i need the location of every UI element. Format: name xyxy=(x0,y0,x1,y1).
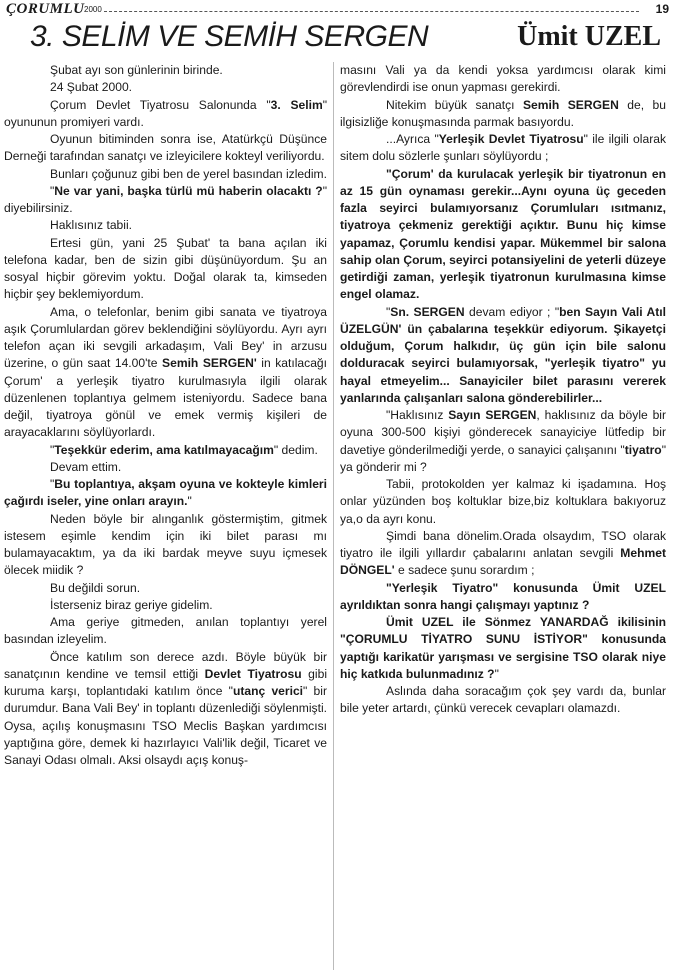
paragraph xyxy=(4,62,327,79)
paragraph xyxy=(4,597,327,614)
text-run: "Haklısınız xyxy=(386,408,449,422)
bold-text: Yerleşik Devlet Tiyatrosu xyxy=(438,132,584,146)
article-title: 3. SELİM VE SEMİH SERGEN xyxy=(30,20,429,53)
text-run: Şimdi bana dönelim.Orada olsaydım, TSO olarak tiyatro ile ilgili yıllardır çabalarını anlatan sevgili xyxy=(340,528,666,560)
text-run: de, bu ilgisizliğe konuşmasında parmak basıyordu. xyxy=(340,97,666,129)
bold-text: utanç verici xyxy=(232,684,304,698)
text-run: Tabii, protokolden yer kalmaz ki işadamına. Hoş onlar yüzünden boş koltuklar bize,biz koltuklara bakıyoruz ya,o da ayrı konu. xyxy=(340,477,666,526)
text-run: " oyununun promiyeri vardı. xyxy=(4,97,328,129)
text-run: e sadece şunu sorardım ; xyxy=(394,563,535,578)
paragraph xyxy=(4,183,327,218)
paragraph xyxy=(340,528,666,580)
column-divider xyxy=(333,62,334,970)
text-run: 24 Şubat 2000. xyxy=(50,80,133,95)
text-run: Haklısınız tabii. xyxy=(50,218,132,233)
left-column xyxy=(4,62,327,769)
paragraph xyxy=(340,580,666,615)
paragraph xyxy=(4,614,327,649)
bold-text: Devlet Tiyatrosu xyxy=(204,666,302,681)
text-run: Ama, o telefonlar, benim gibi sanata ve tiyatroya aşık Çorumlulardan görev beklendiğini söylüyordu. Ayrı ayrı telefon açan iki sevgili arkadaşım, Vali Bey' in arzusu üzerine, o gün saat 14.00'te xyxy=(4,304,327,371)
text-run: " xyxy=(494,666,499,681)
paragraph xyxy=(340,62,666,97)
bold-text: Ümit UZEL ile Sönmez YANARDAĞ ikilisinin "ÇORUMLU TİYATRO SUNU İSTİYOR" konusunda yaptığı karikatür yarışması ve sergisine TSO olarak niye hiç katkıda bulunmadınız ? xyxy=(340,615,666,681)
paragraph xyxy=(4,580,327,597)
text-run: " bir durumdur. Bana Vali Bey' in toplantı düzenlediği söylenmişti. Oysa, açılış konuşmasını TSO Meclis Başkan yardımcısı yaptığına göre, demek ki hazırlayıcı Vali'lik değil, Ticaret ve Sanayi Odası olmalı. Aksi olsaydı açış konuş- xyxy=(4,684,327,767)
text-run: Nitekim büyük sanatçı xyxy=(386,97,523,112)
bold-text: Bu toplantıya, akşam oyuna ve kokteyle kimleri çağırdı iseler, yine onları arayın. xyxy=(4,477,327,509)
paragraph xyxy=(4,97,327,132)
text-run: " xyxy=(50,442,55,457)
paragraph xyxy=(340,166,666,304)
text-run: " xyxy=(187,494,192,509)
bold-text: Semih SERGEN xyxy=(522,97,619,112)
text-run: masını Vali ya da kendi yoksa yardımcısı olarak kimi görevlendirdi ise onun yapması gerekirdi. xyxy=(340,63,666,95)
bold-text: "Yerleşik Tiyatro" konusunda Ümit UZEL ayrıldıktan sonra hangi çalışmayı yaptınız ? xyxy=(340,580,666,612)
header-rule xyxy=(104,11,639,12)
paragraph xyxy=(340,614,666,683)
paragraph xyxy=(340,407,666,476)
text-run: Oyunun bitiminden sonra ise, Atatürkçü Düşünce Derneği tarafından sanatçı ve izleyicilere kokteyl veriliyordu. xyxy=(4,132,327,164)
page-header xyxy=(0,0,675,20)
text-run: Aslında daha soracağım çok şey vardı da, bunlar bile yeter artardı, çünkü verecek cevapları olamazdı. xyxy=(340,684,666,716)
bold-text: Semih SERGEN' xyxy=(162,356,257,371)
text-run: devam ediyor ; " xyxy=(464,304,560,319)
text-run: ...Ayrıca " xyxy=(386,132,439,146)
magazine-logo: ÇORUMLU xyxy=(6,1,85,17)
paragraph xyxy=(4,476,327,511)
text-run: Ertesi gün, yani 25 Şubat' ta bana açılan iki telefona kadar, ben de sizin gibi düşünüyordum. Şu an sosyal hiçbir görevim yoktu. Doğal olarak ta, kimseden hiçbir şey beklemiyordum. xyxy=(4,235,327,302)
text-run: " diyebilirsiniz. xyxy=(4,183,327,215)
text-run: Bu değildi sorun. xyxy=(50,580,141,595)
paragraph xyxy=(4,217,327,234)
bold-text: Sayın SERGEN xyxy=(448,408,537,422)
text-run: Önce katılım son derece azdı. Böyle büyük bir sanatçının kendine ve temsil ettiği xyxy=(4,649,327,681)
bold-text: Mehmet DÖNGEL' xyxy=(340,546,666,578)
paragraph xyxy=(4,649,327,770)
paragraph xyxy=(4,442,327,459)
paragraph xyxy=(340,683,666,718)
paragraph xyxy=(4,459,327,476)
text-run: Neden böyle bir alınganlık göstermiştim, gitmek istesem eşimle kendim için iki bilet parası mı bulamayacaktım, ya da iki bardak meyve suyu içmesek ölecek miidik ? xyxy=(4,511,327,578)
text-run: in katılacağı Çorum' a yerleşik tiyatro kurulmasıyla ilgili olarak düzenlenen toplantıya gelmem isteniyordu. Sadece bana değil, tiyatroya gönül ve emek vermiş kişileri de arayacaklarını söylüyorlardı. xyxy=(4,356,328,440)
bold-text: 3. Selim xyxy=(270,97,323,112)
paragraph xyxy=(340,476,666,528)
bold-text: Teşekkür ederim, ama katılmayacağım xyxy=(54,442,274,457)
right-column xyxy=(340,62,666,718)
text-run: İsterseniz biraz geriye gidelim. xyxy=(50,597,213,612)
paragraph xyxy=(340,131,666,166)
bold-text: Sn. SERGEN xyxy=(390,304,465,319)
bold-text: "Çorum' da kurulacak yerleşik bir tiyatronun en az 15 gün oynaması gerekir...Aynı oyuna üç geceden fazla seyirci bulamıyorsanız Çorumluları ısıtmanız, tiyatroya çekmeniz gerektiği açıktır. Bunu hiç kimse yapamaz, Çorumlu kendisi yapar. Mükemmel bir salona sahip olan Çorum, seyirci potansiyelini de yeterli düzeye getirdiği zaman, yerleşik tiyatronun kurulmasına kimse engel olamaz. xyxy=(340,166,666,302)
paragraph xyxy=(4,166,327,183)
paragraph xyxy=(4,235,327,304)
page-number: 19 xyxy=(655,2,669,16)
text-run: " xyxy=(50,477,55,491)
bold-text: ben Sayın Vali Atıl ÜZELGÜN' ün çabalarına teşekkür ediyorum. Şikayetçi olduğum, Çorum halkıdır, üç gün için bile salonu dolduracak seyirci bulamıyorsak, "yerleşik tiyatro" yu hayal etmeyelim... Sanayiciler bilet parasını vererek yanlarında çalışanları salona gönderebilirler... xyxy=(340,304,666,405)
bold-text: tiyatro xyxy=(624,442,662,457)
text-run: Bunları çoğunuz gibi ben de yerel basından izledim. xyxy=(50,166,327,181)
text-run: Devam ettim. xyxy=(50,459,122,474)
paragraph xyxy=(4,304,327,442)
issue-year: 2000 xyxy=(84,5,102,14)
text-run: " xyxy=(386,304,391,319)
text-run: " dedim. xyxy=(273,442,318,457)
text-run: Ama geriye gitmeden, anılan toplantıyı yerel basından izleyelim. xyxy=(4,615,327,647)
text-run: Şubat ayı son günlerinin birinde. xyxy=(50,63,223,77)
paragraph xyxy=(4,511,327,580)
text-run: " ile ilgili olarak sitem dolu sözlerle şunları söylüyordu ; xyxy=(340,132,666,164)
paragraph xyxy=(340,97,666,132)
article-author: Ümit UZEL xyxy=(517,21,661,52)
text-run: gibi kuruma karşı, toplantıdaki katılım önce " xyxy=(4,666,328,698)
paragraph xyxy=(4,131,327,166)
text-run: , haklısınız da böyle bir oyuna 300-500 kişiyi gönderecek sanayiciye lütfedip bir davetiye gönderilmediği yerde, o sanayici çalışanını " xyxy=(340,408,667,457)
paragraph xyxy=(340,304,666,408)
bold-text: Ne var yani, başka türlü mü haberin olacaktı ? xyxy=(54,183,323,198)
text-run: " ya gönderir mi ? xyxy=(340,442,666,474)
paragraph xyxy=(4,79,327,96)
text-run: Çorum Devlet Tiyatrosu Salonunda " xyxy=(50,97,271,112)
text-run: " xyxy=(50,183,55,198)
